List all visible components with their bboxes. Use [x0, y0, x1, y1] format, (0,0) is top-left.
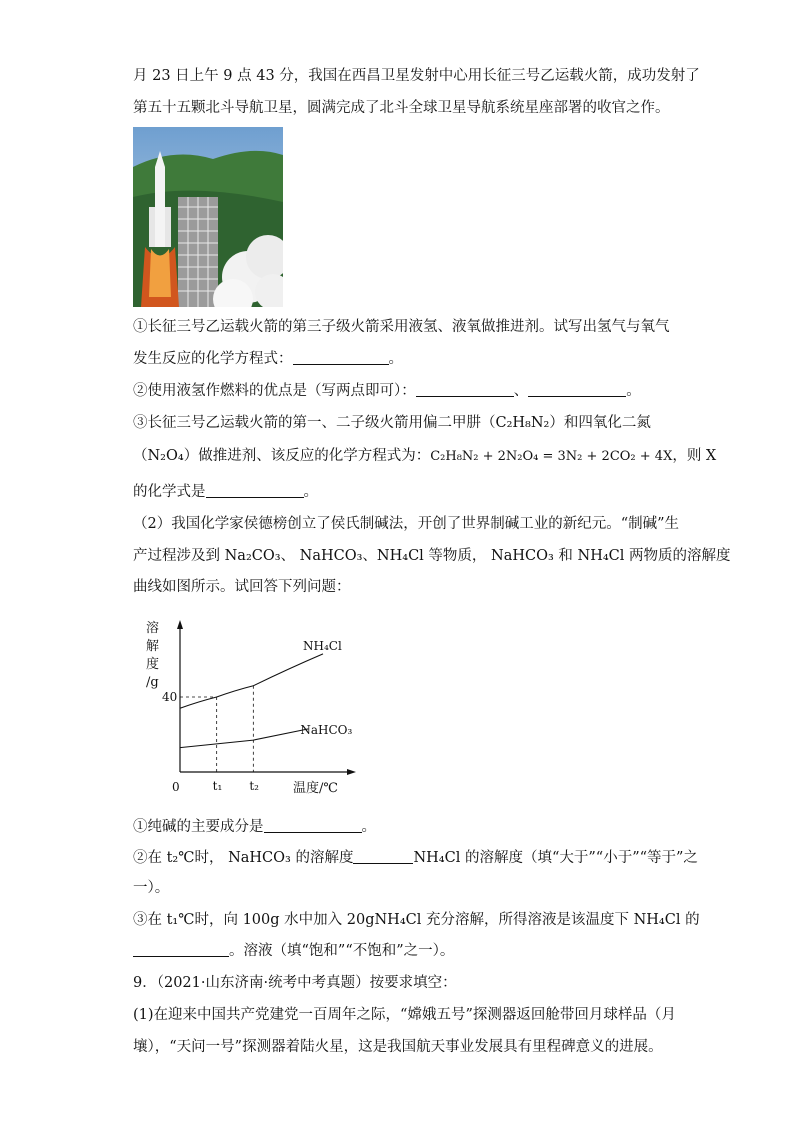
punctuation: 、 [513, 383, 529, 399]
text-line [133, 482, 318, 502]
answer-blank[interactable] [416, 382, 514, 397]
question-text: ②使用液氢作燃料的优点是（写两点即可）： [133, 383, 416, 399]
y-axis-label: 解 [146, 639, 160, 654]
rocket-launch-photo [133, 127, 283, 307]
answer-blank[interactable] [133, 942, 229, 957]
series-label: NaHCO₃ [300, 722, 353, 737]
text-line: ③在 t₁℃时，向 100g 水中加入 20gNH₄Cl 充分溶解，所得溶液是该温度下 NH₄Cl 的 [133, 912, 700, 928]
question-text: （N₂O₄）做推进剂、该反应的化学方程式为： [133, 448, 431, 464]
series-line-0 [180, 654, 323, 708]
text-line: 壤），“天问一号”探测器着陆火星，这是我国航天事业发展具有里程碑意义的进展。 [133, 1039, 663, 1055]
text-line: （2）我国化学家侯德榜创立了侯氏制碱法，开创了世界制碱工业的新纪元。“制碱”生 [133, 516, 680, 532]
question-text: 的化学式是 [133, 484, 206, 500]
text-line [133, 848, 698, 868]
text-line: 月 23 日上午 9 点 43 分，我国在西昌卫星发射中心用长征三号乙运载火箭，成功发射了 [133, 68, 700, 84]
text-line: 曲线如图所示。试回答下列问题： [133, 579, 351, 595]
series-label: NH₄Cl [303, 638, 342, 653]
answer-blank[interactable] [528, 382, 626, 397]
text-line [133, 817, 376, 837]
question-text: 。溶液（填“饱和”“不饱和”之一）。 [229, 943, 455, 959]
solubility-chart [140, 612, 360, 802]
text-line: 一）。 [133, 880, 170, 896]
text-line [133, 349, 403, 369]
x-tick-label: t₂ [249, 779, 259, 793]
x-axis-label: 温度/℃ [293, 781, 338, 796]
y-axis-label: 溶 [146, 621, 160, 636]
text-line: 第五十五颗北斗导航卫星，圆满完成了北斗全球卫星导航系统星座部署的收官之作。 [133, 100, 670, 116]
y-axis-label: /g [146, 675, 159, 690]
y-axis-arrow [177, 620, 183, 629]
question-text: ②在 t₂℃时， NaHCO₃ 的溶解度 [133, 850, 354, 866]
punctuation: 。 [388, 351, 403, 367]
origin-label: 0 [172, 780, 180, 794]
answer-blank[interactable] [264, 818, 362, 833]
text-line [133, 446, 716, 467]
text-line [133, 941, 454, 961]
answer-blank[interactable] [206, 483, 304, 498]
x-tick-label: t₁ [212, 779, 223, 793]
text-line: 产过程涉及到 Na₂CO₃、 NaHCO₃、NH₄Cl 等物质， NaHCO₃ 和 NH₄Cl 两物质的溶解度 [133, 548, 731, 564]
punctuation: 。 [361, 819, 376, 835]
text-line: ①长征三号乙运载火箭的第三子级火箭采用液氢、液氧做推进剂。试写出氢气与氧气 [133, 319, 670, 335]
question-text: ①纯碱的主要成分是 [133, 819, 264, 835]
question-text: 发生反应的化学方程式： [133, 351, 293, 367]
x-axis-arrow [347, 769, 356, 775]
y-tick-label: 40 [162, 690, 178, 704]
question-text: ，则 X [672, 448, 717, 464]
y-axis-label: 度 [146, 657, 160, 672]
text-line: (1)在迎来中国共产党建党一百周年之际，“嫦娥五号”探测器返回舱带回月球样品（月 [133, 1007, 676, 1023]
chemical-equation: C₂H₈N₂ + 2N₂O₄ = 3N₂ + 2CO₂ + 4X [430, 449, 673, 464]
question-text: NH₄Cl 的溶解度（填“大于”“小于”“等于”之 [413, 850, 698, 866]
text-line: ③长征三号乙运载火箭的第一、二子级火箭用偏二甲肼（C₂H₈N₂）和四氧化二氮 [133, 415, 651, 431]
text-line [133, 381, 641, 401]
punctuation: 。 [303, 484, 318, 500]
answer-blank[interactable] [353, 849, 413, 864]
question-header: 9．（2021·山东济南·统考中考真题）按要求填空： [133, 975, 457, 991]
series-line-1 [180, 729, 308, 748]
punctuation: 。 [626, 383, 641, 399]
answer-blank[interactable] [293, 350, 389, 365]
